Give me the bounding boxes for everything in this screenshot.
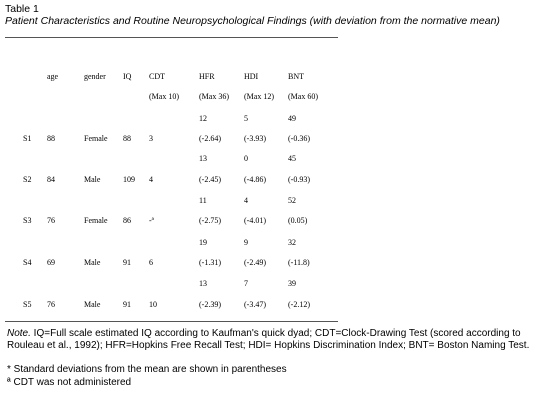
cell-s5-hdi-sd: (-3.47) xyxy=(244,300,266,309)
cell-s3-subject: S3 xyxy=(23,216,32,225)
cell-s1-hfr-sd: (-2.64) xyxy=(199,134,221,143)
cell-s2-hdi-sd: (-4.86) xyxy=(244,175,266,184)
note-label: Note. xyxy=(7,328,31,339)
header-age: age xyxy=(47,72,59,81)
header-hdi: HDI xyxy=(244,72,259,81)
cell-s1-gender: Female xyxy=(84,134,108,143)
cell-s2-bnt: 45 xyxy=(288,154,296,163)
cell-s5-hfr: 13 xyxy=(199,279,207,288)
cell-s5-hfr-sd: (-2.39) xyxy=(199,300,221,309)
cell-s1-hdi-sd: (-3.93) xyxy=(244,134,266,143)
cell-s4-hfr-sd: (-1.31) xyxy=(199,258,221,267)
cell-s3-cdt: -ª xyxy=(149,216,154,225)
cell-s2-cdt: 4 xyxy=(149,175,153,184)
cell-s4-bnt-sd: (-11.8) xyxy=(288,258,310,267)
cell-s3-age: 76 xyxy=(47,216,55,225)
cell-s3-hdi-sd: (-4.01) xyxy=(244,216,266,225)
cell-s5-cdt: 10 xyxy=(149,300,157,309)
table-bottom-rule xyxy=(5,321,338,322)
cell-s4-gender: Male xyxy=(84,258,101,267)
cell-s4-hfr: 19 xyxy=(199,238,207,247)
cell-s3-gender: Female xyxy=(84,216,108,225)
cell-s5-hdi: 7 xyxy=(244,279,248,288)
table-number: Table 1 xyxy=(5,3,39,15)
cell-s4-age: 69 xyxy=(47,258,55,267)
cell-s4-iq: 91 xyxy=(123,258,131,267)
cell-s4-cdt: 6 xyxy=(149,258,153,267)
cell-s5-bnt: 39 xyxy=(288,279,296,288)
cell-s2-bnt-sd: (-0.93) xyxy=(288,175,310,184)
header-hfr-max: (Max 36) xyxy=(199,92,229,101)
cell-s5-subject: S5 xyxy=(23,300,32,309)
note-text: IQ=Full scale estimated IQ according to Kaufman's quick dyad; CDT=Clock-Drawing Test (scored according to Rouleau et al., 1992); HFR=Hopkins Free Recall Test; HDI= Hopkins Discrimination Index; BNT= Boston Naming Test. xyxy=(7,328,530,351)
header-bnt: BNT xyxy=(288,72,304,81)
cell-s5-age: 76 xyxy=(47,300,55,309)
cell-s3-bnt: 52 xyxy=(288,196,296,205)
cell-s3-hdi: 4 xyxy=(244,196,248,205)
cell-s4-subject: S4 xyxy=(23,258,32,267)
cell-s4-bnt: 32 xyxy=(288,238,296,247)
footnote-standard-deviation: * Standard deviations from the mean are shown in parentheses xyxy=(7,364,287,375)
header-hdi-max: (Max 12) xyxy=(244,92,274,101)
cell-s3-bnt-sd: (0.05) xyxy=(288,216,308,225)
cell-s3-hfr: 11 xyxy=(199,196,207,205)
cell-s2-age: 84 xyxy=(47,175,55,184)
cell-s1-bnt: 49 xyxy=(288,114,296,123)
header-cdt: CDT xyxy=(149,72,165,81)
cell-s2-subject: S2 xyxy=(23,175,32,184)
cell-s2-hfr: 13 xyxy=(199,154,207,163)
footnote-cdt-not-administered: ª CDT was not administered xyxy=(7,377,132,388)
cell-s2-iq: 109 xyxy=(123,175,135,184)
cell-s1-iq: 88 xyxy=(123,134,131,143)
header-iq: IQ xyxy=(123,72,132,81)
cell-s1-hdi: 5 xyxy=(244,114,248,123)
table-note xyxy=(7,328,533,351)
cell-s1-bnt-sd: (-0.36) xyxy=(288,134,310,143)
cell-s5-iq: 91 xyxy=(123,300,131,309)
title-rule xyxy=(5,37,338,38)
cell-s2-hfr-sd: (-2.45) xyxy=(199,175,221,184)
cell-s3-hfr-sd: (-2.75) xyxy=(199,216,221,225)
cell-s4-hdi: 9 xyxy=(244,238,248,247)
cell-s5-gender: Male xyxy=(84,300,101,309)
cell-s1-subject: S1 xyxy=(23,134,32,143)
header-hfr: HFR xyxy=(199,72,215,81)
cell-s4-hdi-sd: (-2.49) xyxy=(244,258,266,267)
cell-s2-hdi: 0 xyxy=(244,154,248,163)
header-bnt-max: (Max 60) xyxy=(288,92,318,101)
cell-s1-cdt: 3 xyxy=(149,134,153,143)
cell-s2-gender: Male xyxy=(84,175,101,184)
header-gender: gender xyxy=(84,72,106,81)
cell-s1-hfr: 12 xyxy=(199,114,207,123)
cell-s3-iq: 86 xyxy=(123,216,131,225)
header-cdt-max: (Max 10) xyxy=(149,92,179,101)
cell-s1-age: 88 xyxy=(47,134,55,143)
cell-s5-bnt-sd: (-2.12) xyxy=(288,300,310,309)
table-title: Patient Characteristics and Routine Neuropsychological Findings (with deviation from the normative mean) xyxy=(5,15,500,27)
